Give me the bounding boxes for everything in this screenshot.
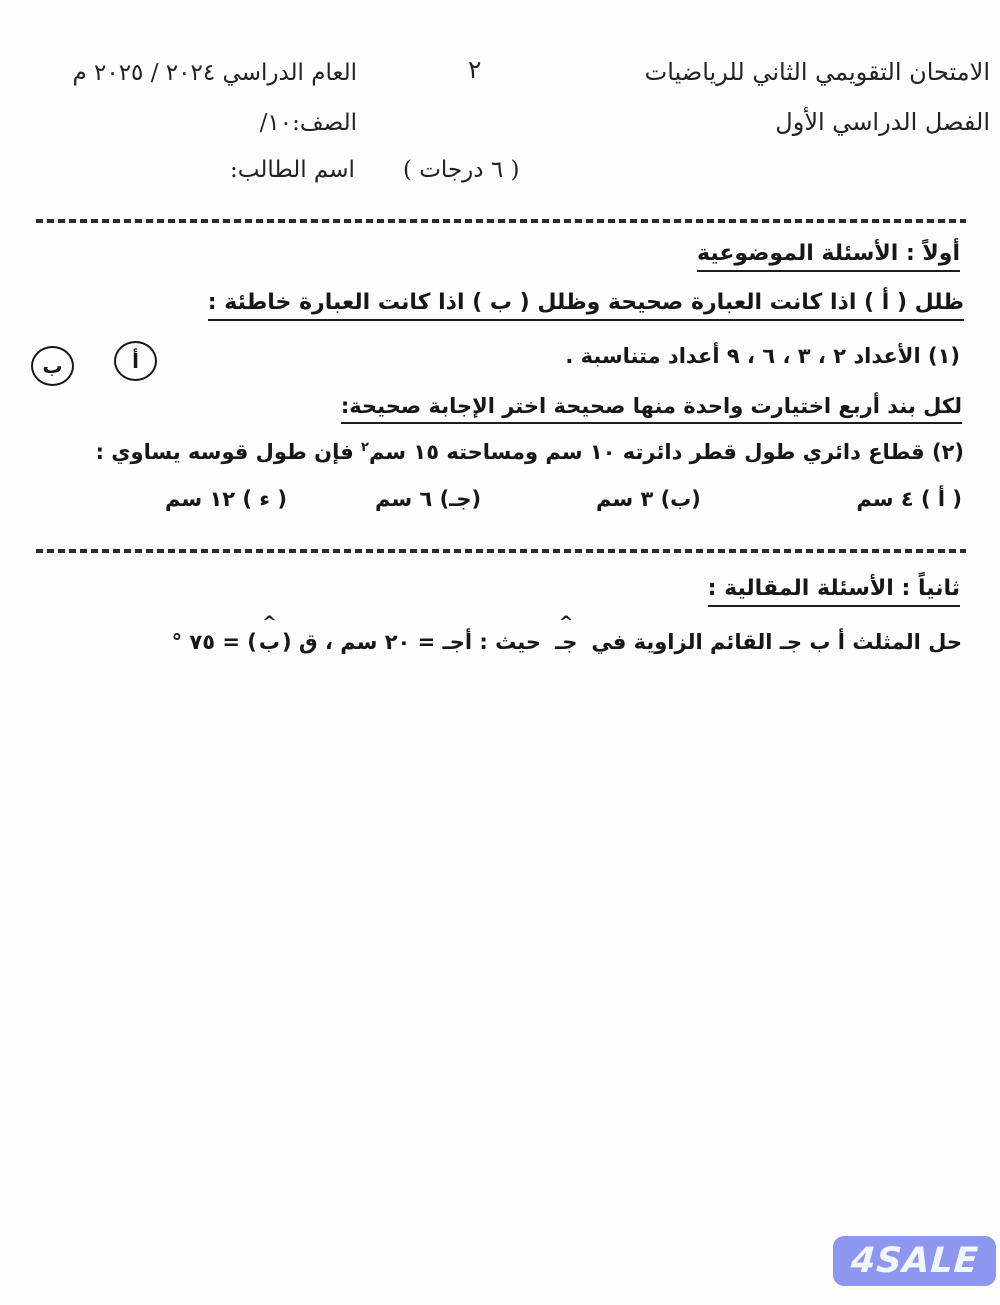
essay-part-3: ) = ٧٥ ° (171, 630, 257, 654)
option-c: (جـ) ٦ سم (375, 487, 482, 511)
question-2 (96, 440, 964, 464)
exam-title: الامتحان التقويمي الثاني للرياضيات (644, 58, 990, 86)
4sale-watermark-label: 4SALE (849, 1241, 980, 1281)
squared-superscript: ٢ (361, 440, 369, 455)
semester-title: الفصل الدراسي الأول (775, 108, 990, 136)
essay-part-1: حل المثلث أ ب جـ القائم الزاوية في (591, 630, 962, 654)
option-d: ( ء ) ١٢ سم (165, 487, 287, 511)
grade-label: الصف:١٠/ (259, 110, 357, 136)
academic-year: العام الدراسي ٢٠٢٤ / ٢٠٢٥ م (72, 60, 357, 86)
question-1: (١) الأعداد ٢ ، ٣ ، ٦ ، ٩ أعداد متناسبة . (565, 344, 960, 368)
question-2-text-end: فإن طول قوسه يساوي : (95, 440, 362, 464)
page-number: ٢ (468, 55, 482, 84)
essay-question (172, 630, 962, 654)
question-2-text: (٢) قطاع دائري طول قطر دائرته ١٠ سم ومساحته ١٥ سم (368, 440, 964, 464)
marks-label: ( ٦ درجات ) (403, 157, 520, 183)
section-one-title: أولاً : الأسئلة الموضوعية (697, 241, 960, 272)
section-two-title: ثانياً : الأسئلة المقالية : (708, 576, 960, 607)
answer-bubble-a-label: أ (132, 349, 139, 373)
angle-c-hat: جـ ^ (555, 630, 577, 654)
answer-bubble-b (31, 346, 74, 386)
option-b: (ب) ٣ سم (596, 487, 701, 511)
shade-instruction: ظلل ( أ ) اذا كانت العبارة صحيحة وظلل ( ب ) اذا كانت العبارة خاطئة : (208, 290, 964, 321)
option-a: ( أ ) ٤ سم (856, 487, 962, 511)
angle-b-hat: ب ^ (259, 630, 280, 654)
answer-bubble-b-label: ب (42, 354, 63, 378)
student-name-label: اسم الطالب: (230, 157, 355, 183)
dashed-divider-bottom (36, 549, 966, 553)
4sale-watermark-badge (833, 1236, 996, 1286)
answer-bubble-a (114, 341, 157, 381)
mcq-instruction: لكل بند أربع اختيارت واحدة منها صحيحة اختر الإجابة صحيحة: (341, 394, 962, 424)
dashed-divider-top (36, 219, 966, 223)
essay-part-2: حيث : أجـ = ٢٠ سم ، ق ( (281, 630, 542, 654)
